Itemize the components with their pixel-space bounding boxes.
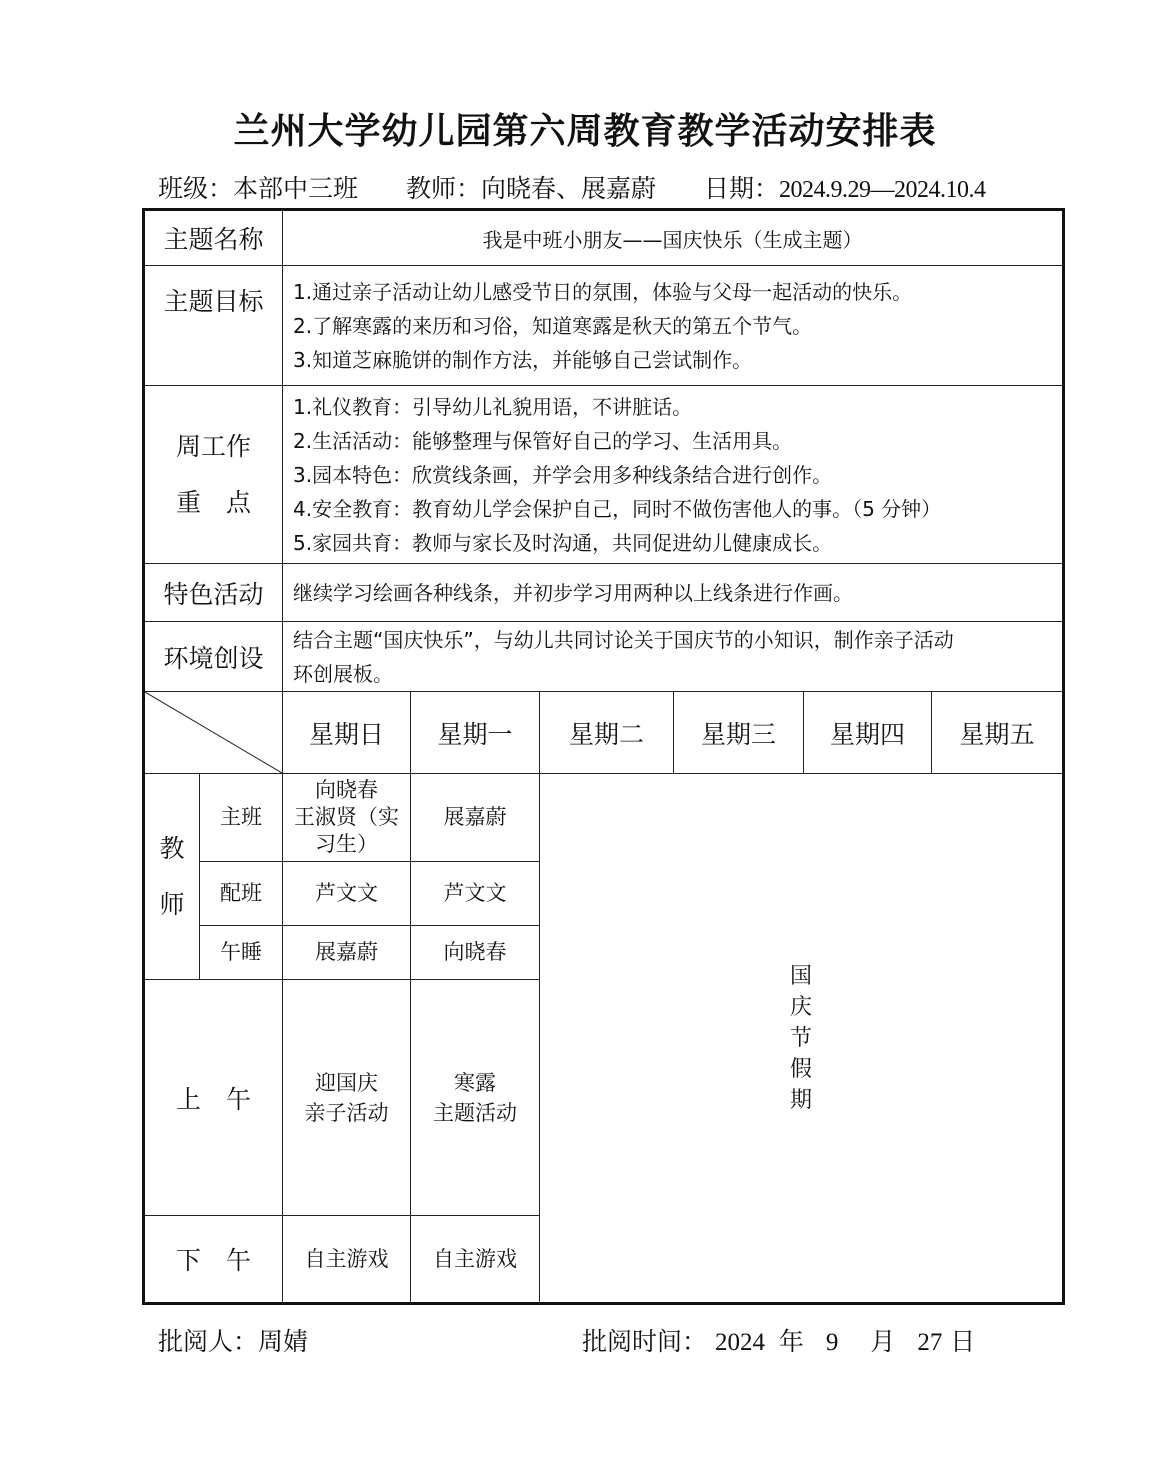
cell-line: 亲子活动 bbox=[304, 1100, 389, 1125]
cell-line: 主题活动 bbox=[433, 1100, 518, 1125]
cell-line: 习生） bbox=[315, 832, 379, 856]
days-header-row bbox=[144, 692, 1064, 774]
class-label: 班级： bbox=[158, 174, 234, 203]
morning-label: 上 午 bbox=[144, 980, 283, 1216]
weekly-focus-label-line: 重 点 bbox=[176, 487, 252, 517]
afternoon-label: 下 午 bbox=[144, 1216, 283, 1304]
teacher-label: 教师： bbox=[405, 174, 481, 203]
afternoon-monday: 自主游戏 bbox=[411, 1216, 540, 1304]
date-value: 2024.9.29—2024.10.4 bbox=[778, 177, 986, 203]
theme-goal-item: 3.知道芝麻脆饼的制作方法，并能够自己尝试制作。 bbox=[293, 347, 753, 372]
diagonal-line bbox=[145, 692, 282, 773]
weekly-focus-item: 5.家园共育：教师与家长及时沟通，共同促进幼儿健康成长。 bbox=[293, 530, 833, 555]
environment-content bbox=[283, 622, 1064, 692]
holiday-char: 期 bbox=[790, 1087, 813, 1113]
review-month: 9 bbox=[825, 1329, 839, 1356]
holiday-char: 节 bbox=[790, 1025, 813, 1051]
review-year: 2024 bbox=[714, 1329, 765, 1356]
weekly-focus-label-line: 周工作 bbox=[176, 431, 252, 461]
schedule-table bbox=[142, 208, 1065, 1305]
theme-goal-item: 1.通过亲子活动让幼儿感受节日的氛围，体验与父母一起活动的快乐。 bbox=[293, 279, 913, 304]
review-time bbox=[582, 1322, 975, 1358]
diagonal-header-cell bbox=[144, 692, 283, 774]
holiday-char: 庆 bbox=[790, 994, 813, 1020]
cell-line: 向晓春 bbox=[315, 778, 379, 802]
theme-name-label: 主题名称 bbox=[144, 210, 283, 266]
cell-line: 寒露 bbox=[454, 1070, 497, 1095]
reviewer-label: 批阅人： bbox=[158, 1327, 259, 1356]
weekly-focus-label bbox=[144, 386, 283, 564]
environment-label: 环境创设 bbox=[144, 622, 283, 692]
info-line bbox=[158, 169, 1038, 205]
teacher-value: 向晓春、展嘉蔚 bbox=[481, 174, 657, 203]
environment-line: 环创展板。 bbox=[293, 661, 394, 686]
day-header: 星期五 bbox=[932, 692, 1064, 774]
environment-row bbox=[144, 622, 1064, 692]
review-year-unit: 年 bbox=[778, 1327, 804, 1356]
environment-line: 结合主题“国庆快乐”，与幼儿共同讨论关于国庆节的小知识，制作亲子活动 bbox=[293, 627, 954, 652]
theme-goal-item: 2.了解寒露的来历和习俗，知道寒露是秋天的第五个节气。 bbox=[293, 313, 813, 338]
lead-teacher-row bbox=[144, 774, 1064, 862]
date-label: 日期： bbox=[703, 174, 779, 203]
day-header: 星期一 bbox=[411, 692, 540, 774]
morning-monday bbox=[411, 980, 540, 1216]
review-day: 27 bbox=[917, 1329, 943, 1356]
class-value: 本部中三班 bbox=[233, 174, 359, 203]
day-header: 星期三 bbox=[674, 692, 804, 774]
review-day-unit: 日 bbox=[950, 1327, 976, 1356]
cell-line: 王淑贤（实 bbox=[294, 805, 400, 829]
weekly-focus-row bbox=[144, 386, 1064, 564]
afternoon-sunday: 自主游戏 bbox=[283, 1216, 411, 1304]
nap-teacher-monday: 向晓春 bbox=[411, 926, 540, 980]
holiday-char: 假 bbox=[790, 1056, 813, 1082]
weekly-focus-item: 2.生活活动：能够整理与保管好自己的学习、生活用具。 bbox=[293, 428, 793, 453]
day-header: 星期四 bbox=[804, 692, 932, 774]
theme-goals-label: 主题目标 bbox=[144, 266, 283, 386]
lead-teacher-monday: 展嘉蔚 bbox=[411, 774, 540, 862]
cell-line: 迎国庆 bbox=[315, 1070, 379, 1095]
weekly-focus-item: 1.礼仪教育：引导幼儿礼貌用语，不讲脏话。 bbox=[293, 394, 693, 419]
assist-teacher-sunday: 芦文文 bbox=[283, 862, 411, 926]
lead-teacher-label: 主班 bbox=[200, 774, 283, 862]
nap-teacher-sunday: 展嘉蔚 bbox=[283, 926, 411, 980]
day-header: 星期二 bbox=[540, 692, 674, 774]
featured-activity-value: 继续学习绘画各种线条，并初步学习用两种以上线条进行作画。 bbox=[283, 564, 1064, 622]
page-title: 兰州大学幼儿园第六周教育教学活动安排表 bbox=[233, 111, 937, 152]
assist-teacher-monday: 芦文文 bbox=[411, 862, 540, 926]
theme-name-value: 我是中班小朋友——国庆快乐（生成主题） bbox=[283, 210, 1064, 266]
weekly-focus-item: 3.园本特色：欣赏线条画，并学会用多种线条结合进行创作。 bbox=[293, 462, 833, 487]
review-time-label: 批阅时间： bbox=[582, 1327, 708, 1356]
teacher-group-char: 教 bbox=[159, 833, 185, 863]
featured-activity-row bbox=[144, 564, 1064, 622]
review-month-unit: 月 bbox=[870, 1327, 896, 1356]
theme-goals-row bbox=[144, 266, 1064, 386]
morning-sunday bbox=[283, 980, 411, 1216]
reviewer bbox=[158, 1322, 308, 1358]
theme-goals-content bbox=[283, 266, 1064, 386]
teacher-group-label bbox=[144, 774, 200, 980]
day-header: 星期日 bbox=[283, 692, 411, 774]
featured-activity-label: 特色活动 bbox=[144, 564, 283, 622]
assist-teacher-label: 配班 bbox=[200, 862, 283, 926]
holiday-char: 国 bbox=[790, 963, 813, 989]
theme-name-row bbox=[144, 210, 1064, 266]
nap-teacher-label: 午睡 bbox=[200, 926, 283, 980]
reviewer-name: 周婧 bbox=[258, 1327, 309, 1356]
weekly-focus-content bbox=[283, 386, 1064, 564]
lead-teacher-sunday bbox=[283, 774, 411, 862]
teacher-group-char: 师 bbox=[159, 889, 185, 919]
holiday-cell bbox=[540, 774, 1064, 1304]
weekly-focus-item: 4.安全教育：教育幼儿学会保护自己，同时不做伤害他人的事。（5 分钟） bbox=[293, 496, 942, 521]
